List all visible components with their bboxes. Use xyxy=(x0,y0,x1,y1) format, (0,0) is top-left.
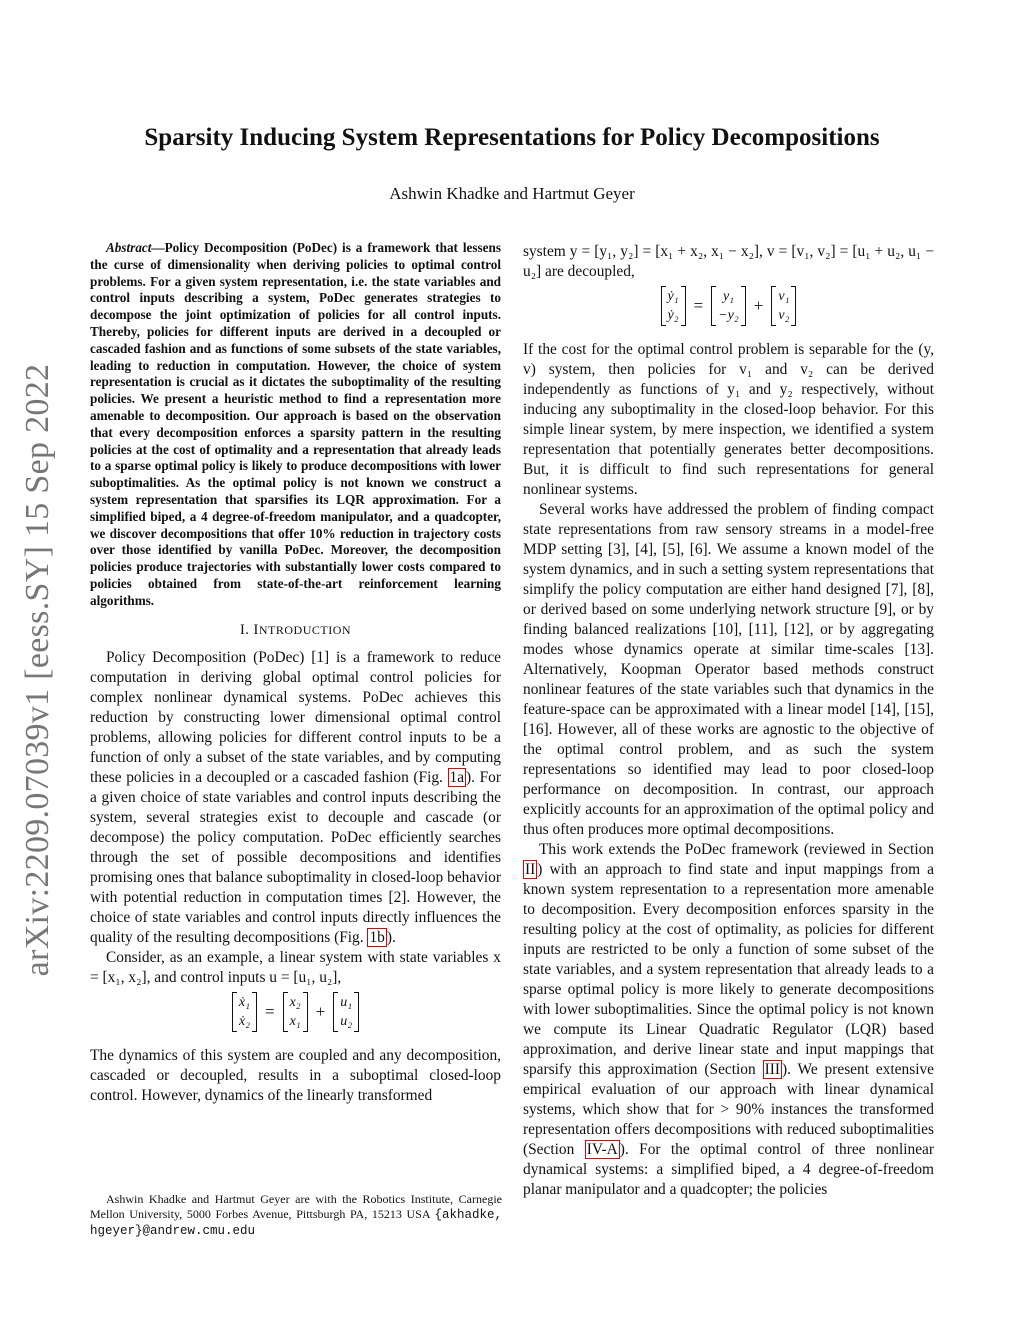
section-numeral: I. xyxy=(239,621,254,638)
section-link-iii[interactable]: III xyxy=(764,1061,780,1078)
p3-text-c: ). We present extensive empirical evaluation of our approach with linear dynamical systems, which show that for > 90% instances the transformed representation offers decompositions with reduced suboptimalities (Section xyxy=(523,1061,934,1158)
right-paragraph-3 xyxy=(523,840,934,1200)
abstract-lead: Abstract— xyxy=(106,240,165,255)
left-column xyxy=(90,240,501,1106)
equation-x-dynamics xyxy=(90,992,501,1042)
right-paragraph-1: If the cost for the optimal control problem is separable for the (y, v) system, then policies for v₁ and v₂ can be derived independently as functions of y₁ and y₂ respectively, without inducing any suboptimality in the closed-loop behavior. For this simple linear system, by mere inspection, we identified a system representation that potentially generates better decompositions. But, it is difficult to find such representations for general nonlinear systems. xyxy=(523,341,934,498)
paper-authors: Ashwin Khadke and Hartmut Geyer xyxy=(389,184,635,203)
figure-link-1a[interactable]: 1a xyxy=(449,768,465,786)
figure-link-1b[interactable]: 1b xyxy=(369,928,385,946)
eq2-plus: + xyxy=(753,296,764,315)
right-paragraph-0: system y = [y₁, y₂] = [x₁ + x₂, x₁ − x₂], v = [v₁, v₂] = [u₁ + u₂, u₁ − u₂] are decoupled, xyxy=(523,243,934,280)
eq1-state-vector: x₂ x₁ xyxy=(283,992,308,1032)
eq1-equals: = xyxy=(264,1001,275,1021)
eq2-state-vector: y₁ −y₂ xyxy=(711,286,746,326)
p3-text-a: This work extends the PoDec framework (reviewed in Section xyxy=(539,841,934,858)
abstract-body: Policy Decomposition (PoDec) is a framework that lessens the curse of dimensionality when deriving policies to optimal control problems. For a given system representation, i.e. the state variables and control inputs describing a system, PoDec generates strategies to decompose the joint optimization of policies for all control inputs. Thereby, policies for different inputs are derived in a decoupled or cascaded fashion and as functions of some subsets of the state variables, leading to reduction in computation. However, the choice of system representation is crucial as it dictates the suboptimality of the resulting policies. We present a heuristic method to find a representation more amenable to decomposition. Our approach is based on the observation that every decomposition enforces a sparsity pattern in the resulting policies at the cost of optimality and a representation that already leads to a sparse optimal policy is likely to produce decompositions with lower suboptimalities. As the optimal policy is not known we construct a system representation that sparsifies its LQR approximation. For a simplified biped, a 4 degree-of-freedom manipulator, and a quadcopter, we discover decompositions that offer 10% reduction in trajectory costs over those identified by vanilla PoDec. Moreover, the decomposition policies produce trajectories with substantially lower costs compared to policies obtained from state-of-the-art reinforcement learning algorithms. xyxy=(90,240,501,608)
equation-y-dynamics xyxy=(523,286,934,336)
p3-text-b: ) with an approach to find state and input mappings from a known system representation to a representation more amenable to decomposition. Every decomposition enforces sparsity in the resulting policy at the cost of optimality, as policies for different inputs are restricted to be only a function of some subset of the state variables, and a system representation that already leads to a sparse optimal policy is more likely to generate decompositions with lower suboptimalities. Since the optimal policy is not known we compute its Linear Quadratic Regulator (LQR) based approximation, and derive linear state and input mappings that sparsify this approximation (Section xyxy=(523,861,934,1078)
eq1-plus: + xyxy=(315,1001,326,1021)
author-emails: {akhadke, hgeyer}@andrew.cmu.edu xyxy=(90,1208,502,1238)
intro-paragraph-2: Consider, as an example, a linear system with state variables x = [x₁, x₂], and control inputs u = [u₁, u₂], xyxy=(90,948,501,986)
eq2-equals: = xyxy=(693,296,704,315)
eq1-lhs-vector: ẋ₁ ẋ₂ xyxy=(232,992,257,1032)
eq1-input-vector: u₁ u₂ xyxy=(333,992,359,1032)
eq2-lhs-vector: ẏ₁ ẏ₂ xyxy=(661,286,686,326)
intro-paragraph-3: The dynamics of this system are coupled and any decomposition, cascaded or decoupled, results in a suboptimal closed-loop control. However, dynamics of the linearly transformed xyxy=(90,1046,501,1104)
right-paragraph-2: Several works have addressed the problem of finding compact state representations from raw sensory streams in a model-free MDP setting [3], [4], [5], [6]. We assume a known model of the system dynamics, and in such a setting system representations that simplify the policy computation are either hand designed [7], [8], or derived based on some underlying network structure [9], or by finding balanced realizations [10], [11], [12], or by aggregating modes whose dynamics operate at similar time-scales [13]. Alternatively, Koopman Operator based methods construct nonlinear features of the state variables such that dynamics in the feature-space can be approximated with a linear model [14], [15], [16]. However, all of these works are agnostic to the objective of the optimal control problem, and as such the system representations so identified may lead to poor closed-loop performance on decomposition. In contrast, our approach explicitly accounts for an approximation of the optimal policy and thus often produces more optimal decompositions. xyxy=(523,501,934,838)
intro-text-a: Policy Decomposition (PoDec) [1] is a framework to reduce computation in deriving global optimal control policies for complex nonlinear dynamical systems. PoDec achieves this reduction by constructing lower dimensional optimal control problems, allowing policies for different control inputs to be a function of only a subset of the state variables, and by computing these policies in a decoupled or a cascaded fashion (Fig. xyxy=(90,648,501,786)
section-link-ii[interactable]: II xyxy=(525,861,536,878)
intro-text-b: ). For a given choice of state variables and control inputs describing the system, several strategies exist to decouple and cascade (or decompose) the policy computation. PoDec efficiently searches through the set of possible decompositions and identifies promising ones that balance suboptimality in closed-loop behavior with potential reduction in computation times [2]. However, the choice of state variables and control inputs directly influences the quality of the resulting decompositions (Fig. xyxy=(90,768,501,946)
section-link-iv-a[interactable]: IV-A xyxy=(586,1141,618,1158)
intro-text-c: ). xyxy=(386,928,396,946)
right-column xyxy=(523,242,934,1200)
p3-text-d: ). For the optimal control of three nonlinear dynamical systems: a simplified biped, a 4 degree-of-freedom planar manipulator and a quadcopter; the policies xyxy=(523,1141,934,1198)
author-footnote xyxy=(90,1192,502,1239)
footnote-text: Ashwin Khadke and Hartmut Geyer are with the Robotics Institute, Carnegie Mellon University, 5000 Forbes Avenue, Pittsburgh PA, 15213 USA xyxy=(90,1192,502,1221)
section-heading-introduction xyxy=(90,620,501,640)
eq2-input-vector: v₁ v₂ xyxy=(771,286,796,326)
arxiv-identifier: arXiv:2209.07039v1 [eess.SY] 15 Sep 2022 xyxy=(19,363,56,977)
section-title-rest: NTRODUCTION xyxy=(258,622,352,637)
intro-paragraph-1 xyxy=(90,648,501,948)
arxiv-sidebar xyxy=(8,340,68,1000)
section-title-first: I xyxy=(253,621,259,638)
abstract xyxy=(90,240,501,610)
paper-title: Sparsity Inducing System Representations for Policy Decompositions xyxy=(144,124,880,151)
